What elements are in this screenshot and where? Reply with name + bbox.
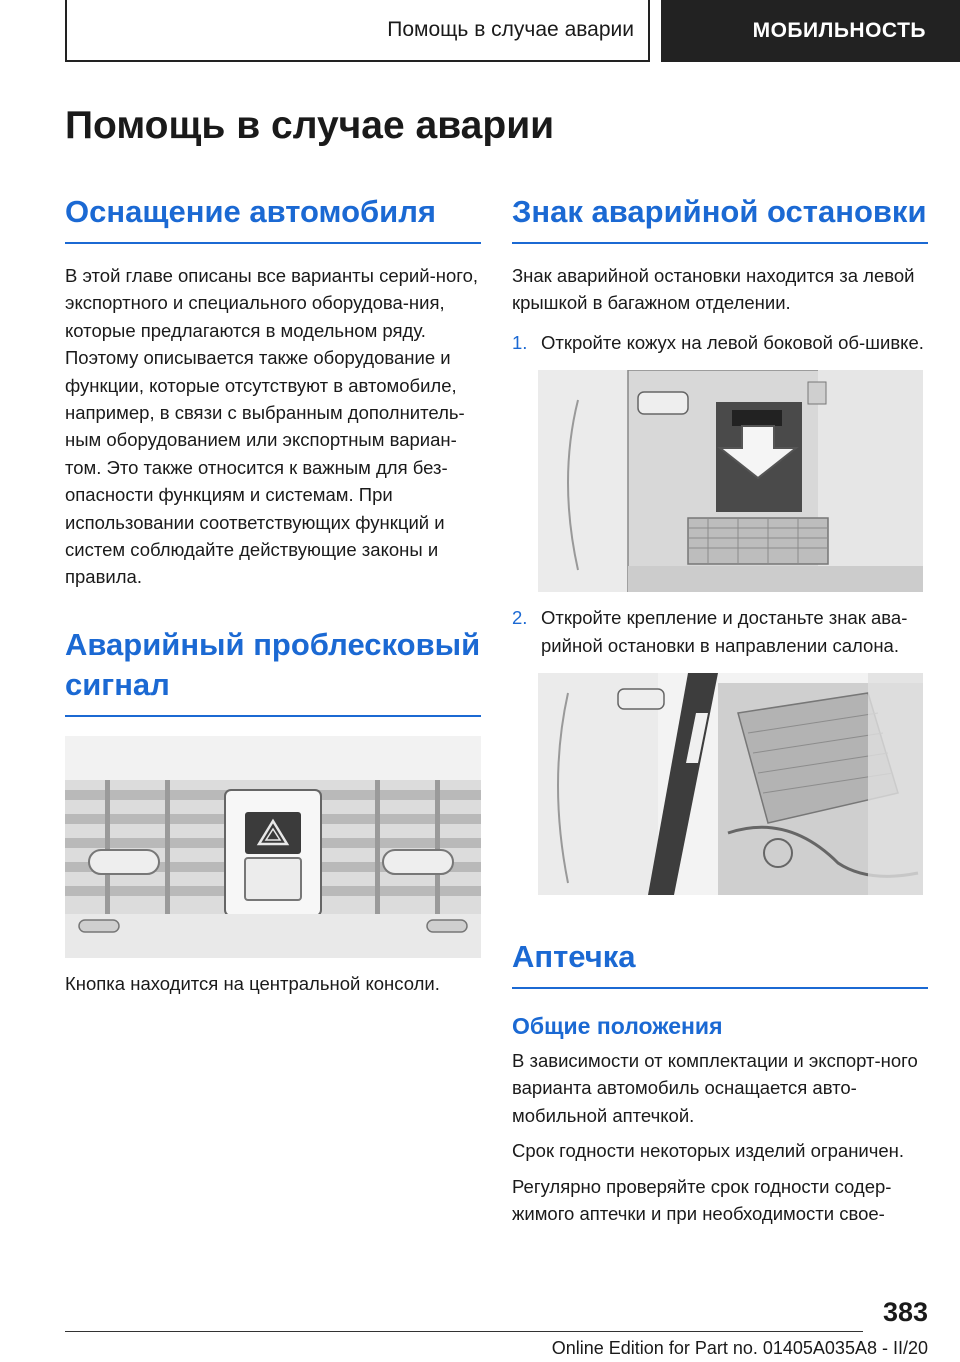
header-section-label: Помощь в случае аварии bbox=[387, 18, 634, 41]
step-text: Откройте кожух на левой боковой об-шивке. bbox=[541, 331, 924, 353]
step-item bbox=[512, 329, 928, 356]
footer-edition: Online Edition for Part no. 01405A035A8 - II/20 bbox=[551, 1338, 928, 1358]
first-aid-paragraph: Регулярно проверяйте срок годности содер-жимого аптечки и при необходимости свое- bbox=[512, 1175, 892, 1225]
heading-hazard-lights: Аварийный проблесковый сигнал bbox=[65, 625, 481, 717]
triangle-steps-part2 bbox=[512, 604, 928, 659]
triangle-steps-part1 bbox=[512, 329, 928, 356]
first-aid-paragraph: Срок годности некоторых изделий ограничен. bbox=[512, 1140, 905, 1162]
warning-triangle-removal-figure bbox=[538, 673, 923, 895]
heading-first-aid-kit: Аптечка bbox=[512, 937, 928, 989]
subheading-general: Общие положения bbox=[512, 1013, 723, 1040]
hazard-caption: Кнопка находится на центральной консоли. bbox=[65, 972, 440, 994]
header-chapter-label: МОБИЛЬНОСТЬ bbox=[752, 19, 926, 42]
right-column bbox=[512, 192, 928, 1227]
header-chapter-tab bbox=[661, 0, 960, 62]
heading-equipment: Оснащение автомобиля bbox=[65, 192, 481, 244]
page-number: 383 bbox=[882, 1297, 928, 1327]
step-number: 2. bbox=[512, 607, 528, 629]
left-column bbox=[65, 192, 481, 997]
step-item bbox=[512, 604, 928, 659]
header-section-title bbox=[65, 0, 650, 62]
equipment-body: В этой главе описаны все варианты серий-ного, экспортного и специального оборудова-ния, которые предлагаются в модельном ряду. Поэтому описывается также оборудование и функции, которые отсутствуют в автомобиле, например, в связи с выбранным дополнитель-ным оборудованием или экспортным вариан-том. Это также относится к важным для без-опасности функциям и системам. При использовании соответствующих функций и систем соблюдайте действующие законы и правила. bbox=[65, 265, 479, 588]
side-panel-cover-figure bbox=[538, 370, 923, 592]
step-text: Откройте крепление и достаньте знак ава-рийной остановки в направлении салона. bbox=[541, 607, 908, 656]
footer-divider bbox=[65, 1331, 863, 1332]
page-title: Помощь в случае аварии bbox=[65, 104, 555, 147]
first-aid-paragraph: В зависимости от комплектации и экспорт-ного варианта автомобиль оснащается авто-мобильной аптечкой. bbox=[512, 1050, 918, 1126]
heading-warning-triangle: Знак аварийной остановки bbox=[512, 192, 928, 244]
step-number: 1. bbox=[512, 331, 528, 353]
triangle-intro: Знак аварийной остановки находится за левой крышкой в багажном отделении. bbox=[512, 265, 915, 314]
hazard-button-figure bbox=[65, 736, 481, 958]
